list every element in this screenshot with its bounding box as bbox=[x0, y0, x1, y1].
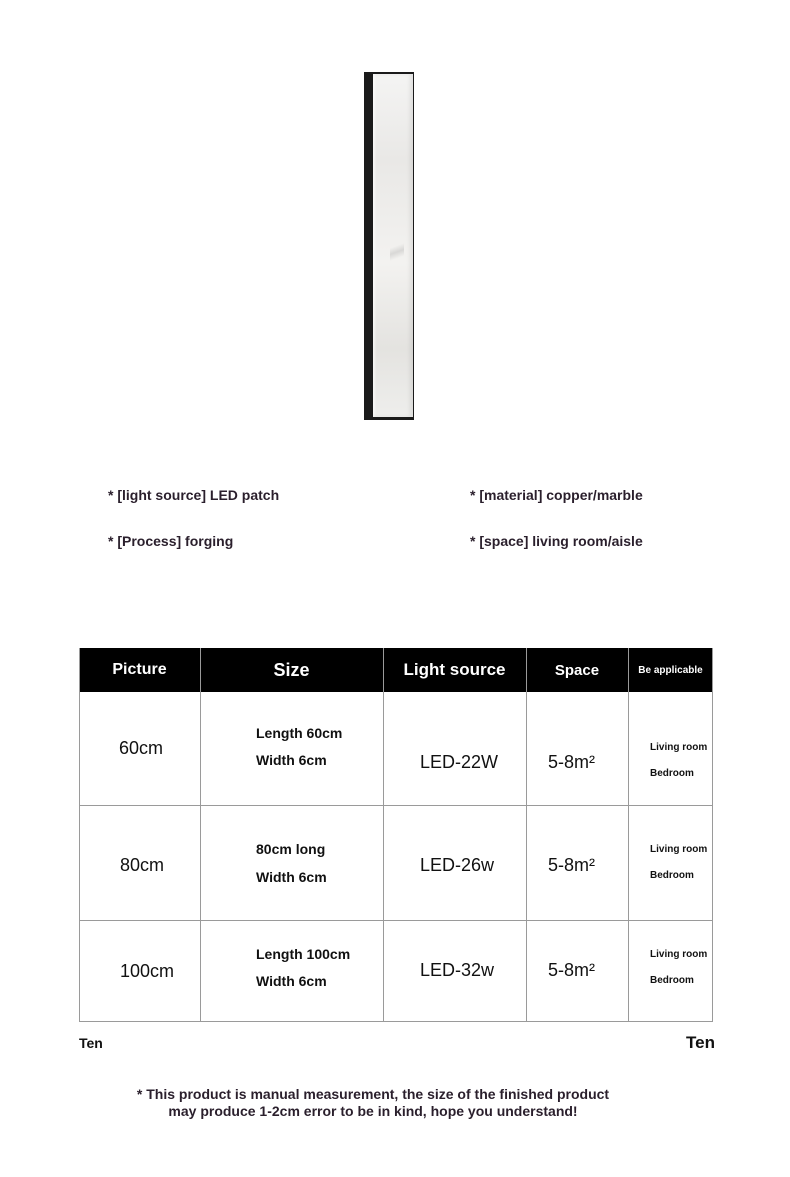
product-spec-table bbox=[79, 648, 713, 1022]
row-2-size-width: Width 6cm bbox=[256, 869, 327, 885]
row-1-applicable-1: Living room bbox=[650, 742, 708, 753]
grid-line bbox=[383, 648, 384, 1022]
spec-space: * [space] living room/aisle bbox=[470, 533, 643, 549]
grid-line bbox=[712, 648, 713, 1022]
row-3-space: 5-8m² bbox=[548, 960, 596, 980]
footer-right-label: Ten bbox=[686, 1033, 715, 1052]
row-2-space: 5-8m² bbox=[548, 855, 596, 875]
grid-line bbox=[79, 805, 713, 806]
grid-line bbox=[200, 648, 201, 1022]
header-applicable: Be applicable bbox=[628, 648, 713, 692]
grid-line bbox=[79, 920, 713, 921]
measurement-note-line-1: * This product is manual measurement, the size of the finished product bbox=[136, 1086, 610, 1102]
grid-line bbox=[79, 648, 80, 1022]
row-1-size-width: Width 6cm bbox=[256, 752, 327, 768]
row-3-picture: 100cm bbox=[120, 961, 175, 981]
row-3-light: LED-32w bbox=[420, 960, 495, 980]
row-2-applicable-1: Living room bbox=[650, 844, 708, 855]
row-3-applicable-1: Living room bbox=[650, 949, 708, 960]
row-1-applicable-2: Bedroom bbox=[650, 768, 694, 779]
row-2-applicable-2: Bedroom bbox=[650, 870, 694, 881]
spec-material: * [material] copper/marble bbox=[470, 487, 643, 503]
spec-light-source: * [light source] LED patch bbox=[108, 487, 280, 503]
header-light-source: Light source bbox=[383, 648, 526, 692]
row-1-picture: 60cm bbox=[119, 738, 164, 758]
grid-line bbox=[526, 648, 527, 1022]
header-size: Size bbox=[200, 648, 383, 692]
row-1-size-length: Length 60cm bbox=[256, 725, 343, 741]
row-3-size-width: Width 6cm bbox=[256, 973, 327, 989]
row-2-light: LED-26w bbox=[420, 855, 495, 875]
row-1-space: 5-8m² bbox=[548, 752, 596, 772]
row-2-size-length: 80cm long bbox=[256, 841, 326, 857]
grid-line bbox=[79, 1021, 713, 1022]
measurement-note bbox=[0, 1086, 746, 1120]
row-3-applicable-2: Bedroom bbox=[650, 975, 694, 986]
footer-left-label: Ten bbox=[79, 1035, 103, 1051]
product-image-wall-lamp bbox=[364, 72, 414, 420]
header-space: Space bbox=[526, 648, 628, 692]
grid-line bbox=[628, 648, 629, 1022]
marble-vein bbox=[390, 222, 404, 282]
row-2-picture: 80cm bbox=[120, 855, 165, 875]
row-1-light: LED-22W bbox=[420, 752, 499, 772]
row-3-size-length: Length 100cm bbox=[256, 946, 351, 962]
header-picture: Picture bbox=[79, 648, 200, 692]
spec-process: * [Process] forging bbox=[108, 533, 234, 549]
measurement-note-line-2: may produce 1-2cm error to be in kind, hope you understand! bbox=[168, 1103, 578, 1119]
